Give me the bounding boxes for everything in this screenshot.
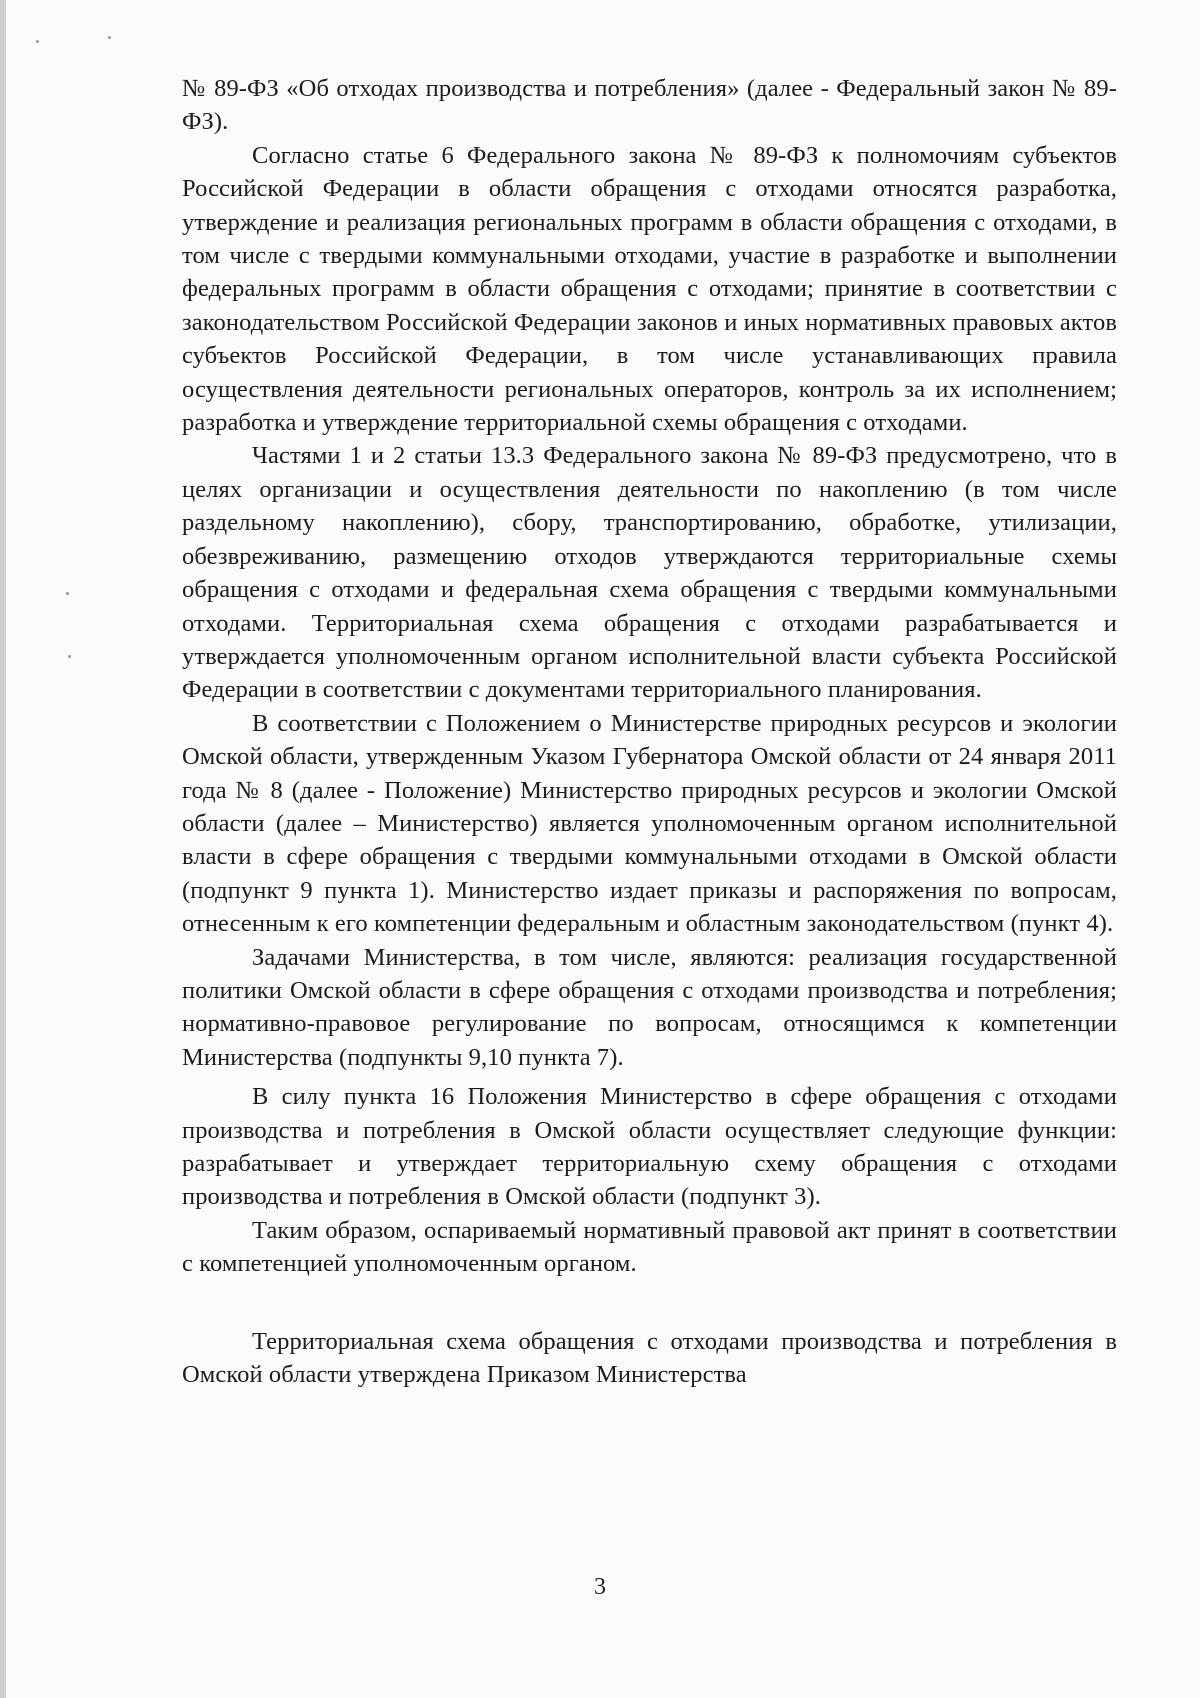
scan-speck (68, 655, 71, 658)
paragraph: Территориальная схема обращения с отходами производства и потребления в Омской области утверждена Приказом Министерства (182, 1327, 1117, 1389)
scan-speck (66, 592, 69, 595)
paragraph: № 89-ФЗ «Об отходах производства и потребления» (далее - Федеральный закон № 89-ФЗ). (182, 75, 1117, 136)
paragraph: В силу пункта 16 Положения Министерство в сфере обращения с отходами производства и потребления в Омской области осуществляет следующие функции: разрабатывает и утверждает территориальную схему обращения с отходами производства и потребления в Омской области (подпункт 3). (182, 1083, 1117, 1211)
paragraph: В соответствии с Положением о Министерстве природных ресурсов и экологии Омской области, утвержденным Указом Губернатора Омской области от 24 января 2011 года № 8 (далее - Положение) Министерство природных ресурсов и экологии Омской области (далее – Министерство) является уполномоченным органом исполнительной власти в сфере обращения с твердыми коммунальными отходами в Омской области (подпункт 9 пункта 1). Министерство издает приказы и распоряжения по вопросам, отнесенным к его компетенции федеральным и областным законодательством (пункт 4). (182, 709, 1117, 938)
scan-edge (0, 0, 6, 1698)
scan-speck (36, 40, 39, 43)
paragraph: Задачами Министерства, в том числе, являются: реализация государственной политики Омской области в сфере обращения с отходами производства и потребления; нормативно-правовое регулирование по вопросам, относящимся к компетенции Министерства (подпункты 9,10 пункта 7). (182, 943, 1117, 1071)
scan-speck (108, 36, 111, 39)
document-body (182, 72, 1117, 1391)
paragraph: Таким образом, оспариваемый нормативный правовой акт принят в соответствии с компетенцией уполномоченным органом. (182, 1216, 1117, 1278)
paragraph: Согласно статье 6 Федерального закона № 89-ФЗ к полномочиям субъектов Российской Федерации в области обращения с отходами относятся разработка, утверждение и реализация региональных программ в области обращения с отходами, в том числе с твердыми коммунальными отходами, участие в разработке и выполнении федеральных программ в области обращения с отходами; принятие в соответствии с законодательством Российской Федерации законов и иных нормативных правовых актов субъектов Российской Федерации, в том числе устанавливающих правила осуществления деятельности региональных операторов, контроль за их исполнением; разработка и утверждение территориальной схемы обращения с отходами. (182, 141, 1117, 437)
paragraph: Частями 1 и 2 статьи 13.3 Федерального закона № 89-ФЗ предусмотрено, что в целях организации и осуществления деятельности по накоплению (в том числе раздельному накоплению), сбору, транспортированию, обработке, утилизации, обезвреживанию, размещению отходов утверждаются территориальные схемы обращения с отходами и федеральная схема обращения с твердыми коммунальными отходами. Территориальная схема обращения с отходами разрабатывается и утверждается уполномоченным органом исполнительной власти субъекта Российской Федерации в соответствии с документами территориального планирования. (182, 442, 1117, 704)
page-number: 3 (594, 1574, 606, 1600)
